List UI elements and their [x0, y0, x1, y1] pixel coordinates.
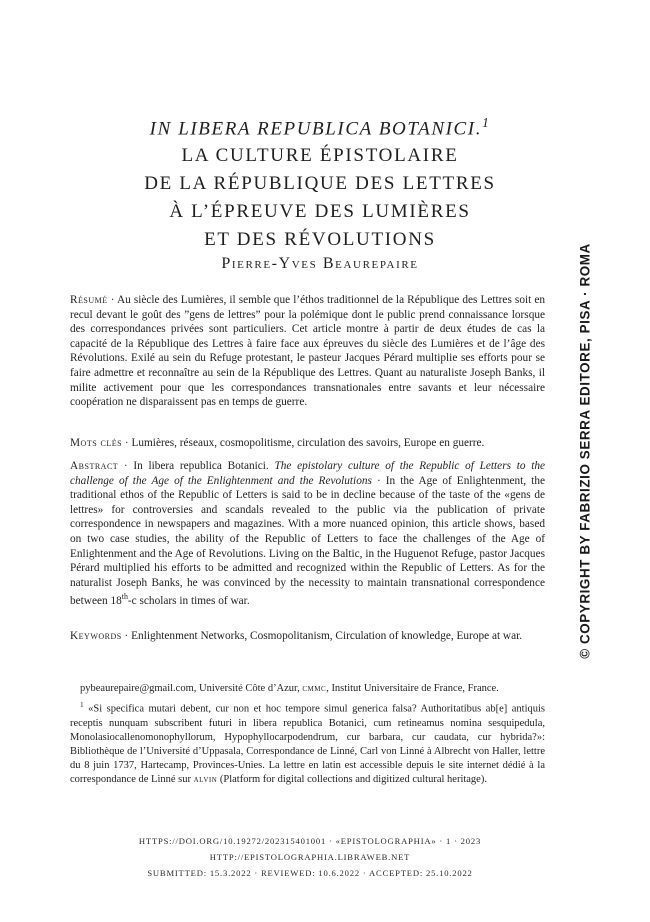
footnote-1-marker: 1: [80, 700, 84, 709]
footnote-marker[interactable]: 1: [482, 115, 491, 130]
journal-url[interactable]: HTTP://EPISTOLOGRAPHIA.LIBRAWEB.NET: [209, 852, 411, 862]
copyright-sidebar: [575, 216, 595, 686]
title-line-2: DE LA RÉPUBLIQUE DES LETTRES: [144, 173, 496, 195]
keywords-paragraph: Keywords · Enlightenment Networks, Cosmopolitanism, Circulation of knowledge, Europe at war.: [70, 630, 523, 642]
author-name: Pierre-Yves Beaurepaire: [221, 255, 419, 272]
title-line-3: À L’ÉPREUVE DES LUMIÈRES: [169, 201, 471, 223]
alvin-link[interactable]: alvin: [193, 773, 218, 785]
affiliation-line: pybeaurepaire@gmail.com, Université Côte d’Azur, cmmc, Institut Universitaire de France, France.: [80, 683, 499, 694]
abstract-paragraph: Abstract · In libera republica Botanici. The epistolary culture of the Republic of Letters to the challenge of the Age of the Enlightenment and the Revolutions · In the Age of Enlightenment, the traditional ethos of the Republic of Letters is said to be in decline because of the taste of the «gens de lettres» for controversies and scandals revealed to the public via the publication of private correspondence in newspapers and magazines. With a more nuanced opinion, this article shows, based on two case studies, the ability of the Republic of Letters to face the challenges of the Age of Enlightenment and the Age of Revolutions. Living on the Baltic, in the Huguenot Refuge, pastor Jacques Pérard multiplied his efforts to be admitted and recognized within the Republic of Letters. As for the naturalist Joseph Banks, he was convinced by the necessity to maintain transnational correspondence between 18th-c scholars in times of war.: [70, 460, 545, 608]
resume-paragraph: Résumé · Au siècle des Lumières, il semble que l’éthos traditionnel de la République des Lettres soit en recul devant le goût des ”gens de lettres” pour la polémique dont le public prend connaissance lorsque des correspondances privées sont particuliers. Cet article montre à partir de deux études de cas la capacité de la République des Lettres à faire face aux épreuves du siècle des Lumières et de l’âge des Révolutions. Exilé au sein du Refuge protestant, le pasteur Jacques Pérard multiplie ses efforts pour se faire admettre et reconnaître au sein de la République des Lettres. Quant au naturaliste Joseph Banks, il milite activement pour que les correspondances transnationales entre savants et leur nécessaire coopération ne disparaissent pas en temps de guerre.: [70, 294, 545, 409]
abstract-title-italic: The epistolary culture of the Republic of Letters to the challenge of the Age of the Enlightenment and the Revolutions: [70, 460, 545, 487]
keywords-label: Keywords: [70, 630, 122, 642]
doi-line[interactable]: HTTPS://DOI.ORG/10.19272/202315401001 · «EPISTOLOGRAPHIA» · 1 · 2023: [138, 836, 482, 846]
copyright-text: © COPYRIGHT BY FABRIZIO SERRA EDITORE, PISA · ROMA: [577, 243, 593, 659]
keywords-text: Enlightenment Networks, Cosmopolitanism, Circulation of knowledge, Europe at war.: [131, 630, 523, 642]
title-italic-line: IN LIBERA REPUBLICA BOTANICI.$^1$: [149, 115, 491, 140]
submission-dates: SUBMITTED: 15.3.2022 · REVIEWED: 10.6.2022 · ACCEPTED: 25.10.2022: [147, 868, 473, 878]
resume-label: Résumé: [70, 294, 108, 306]
title-line-1: LA CULTURE ÉPISTOLAIRE: [181, 145, 459, 167]
footnote-1: $^1$ «Si specifica mutari debent, cur non et hoc tempore simul generica falsa? Authoritatibus ab[e] antiquis receptis nunquam subscribent futuri in libera republica Botanici, cum retineamus nomina sesquipedula, Monolasiocallenomonophyllorum, Hypophyllocarpodendrum, cur barbara, cur caudata, cur hybrida?»: Bibliothèque de l’Université d’Uppasala, Correspondance de Linné, Carl von Linné à Albrecht von Haller, lettre du 8 juin 1737, Hartecamp, Provinces-Unies. La lettre en latin est accessible depuis le site internet dédié à la correspondance de Linné sur alvin (Platform for digital collections and digitized cultural heritage).: [70, 700, 546, 785]
abstract-label: Abstract: [70, 460, 119, 472]
title-line-4: ET DES RÉVOLUTIONS: [204, 229, 436, 251]
article-title: [80, 110, 560, 254]
mots-cles-paragraph: Mots clés · Lumières, réseaux, cosmopolitisme, circulation des savoirs, Europe en guerre.: [70, 437, 485, 449]
mots-cles-label: Mots clés: [70, 437, 123, 449]
resume-text: Au siècle des Lumières, il semble que l’éthos traditionnel de la République des Lettres soit en recul devant le goût des ”gens de lettres” pour la polémique dont le public prend connaissance lorsque des correspondances privées sont particuliers. Cet article montre à partir de deux études de cas la capacité de la République des Lettres à faire face aux épreuves du siècle des Lumières et de l’âge des Révolutions. Exilé au sein du Refuge protestant, le pasteur Jacques Pérard multiplie ses efforts pour se faire admettre et reconnaître au sein de la République des Lettres. Quant au naturaliste Joseph Banks, il milite activement pour que les correspondances transnationales entre savants et leur nécessaire coopération ne disparaissent pas en temps de guerre.: [70, 294, 545, 409]
mots-cles-text: Lumières, réseaux, cosmopolitisme, circulation des savoirs, Europe en guerre.: [131, 437, 485, 449]
